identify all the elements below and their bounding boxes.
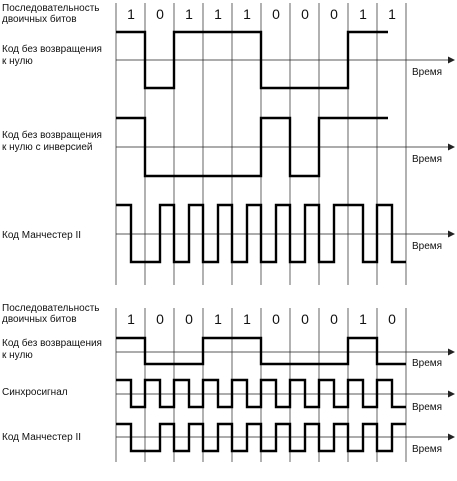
nrz-label: Код без возвращения к нулю — [2, 338, 102, 361]
bit-label: 1 — [243, 6, 251, 22]
bit-label: 0 — [388, 311, 396, 327]
panel-2-bits — [127, 311, 396, 327]
manchester-signal — [116, 205, 406, 262]
manchester-signal — [116, 424, 406, 451]
time-axis-label: Время — [412, 444, 443, 455]
bit-label: 1 — [359, 6, 367, 22]
bit-label: 1 — [127, 311, 135, 327]
time-axis-label: Время — [412, 241, 443, 252]
bit-label: 0 — [156, 6, 164, 22]
bit-label: 0 — [330, 6, 338, 22]
clock-signal — [116, 380, 406, 407]
bit-label: 1 — [359, 311, 367, 327]
manchester-label: Код Манчестер II — [2, 432, 82, 443]
panel-1-header-label: Последовательность двоичных битов — [2, 3, 100, 25]
nrz-label: Код без возвращения к нулю — [2, 44, 102, 67]
axis-arrow — [448, 391, 455, 398]
bit-label: 1 — [388, 6, 396, 22]
clock-label: Синхросигнал — [2, 387, 68, 398]
axis-arrow — [448, 231, 455, 238]
bit-label: 0 — [301, 311, 309, 327]
bit-label: 1 — [185, 6, 193, 22]
bit-label: 1 — [214, 311, 222, 327]
axis-arrow — [448, 434, 455, 441]
bit-label: 0 — [185, 311, 193, 327]
bit-label: 0 — [301, 6, 309, 22]
axis-arrow — [448, 349, 455, 356]
bit-label: 0 — [330, 311, 338, 327]
nrzi-label: Код без возвращения к нулю с инверсией — [2, 130, 102, 153]
bit-label: 1 — [243, 311, 251, 327]
panel-1-bits — [127, 6, 396, 22]
axis-arrow — [448, 57, 455, 64]
bit-label: 1 — [127, 6, 135, 22]
bit-label: 0 — [272, 311, 280, 327]
panel-2-header-label: Последовательность двоичных битов — [2, 303, 100, 325]
bit-label: 0 — [156, 311, 164, 327]
nrz-signal — [116, 338, 406, 364]
axis-arrow — [448, 144, 455, 151]
time-axis-label: Время — [412, 358, 443, 369]
manchester-label: Код Манчестер II — [2, 230, 82, 241]
bit-label: 1 — [214, 6, 222, 22]
time-axis-label: Время — [412, 67, 443, 78]
panel-1 — [2, 3, 455, 285]
time-axis-label: Время — [412, 154, 443, 165]
time-axis-label: Время — [412, 402, 443, 413]
panel-2 — [2, 303, 455, 462]
bit-label: 0 — [272, 6, 280, 22]
